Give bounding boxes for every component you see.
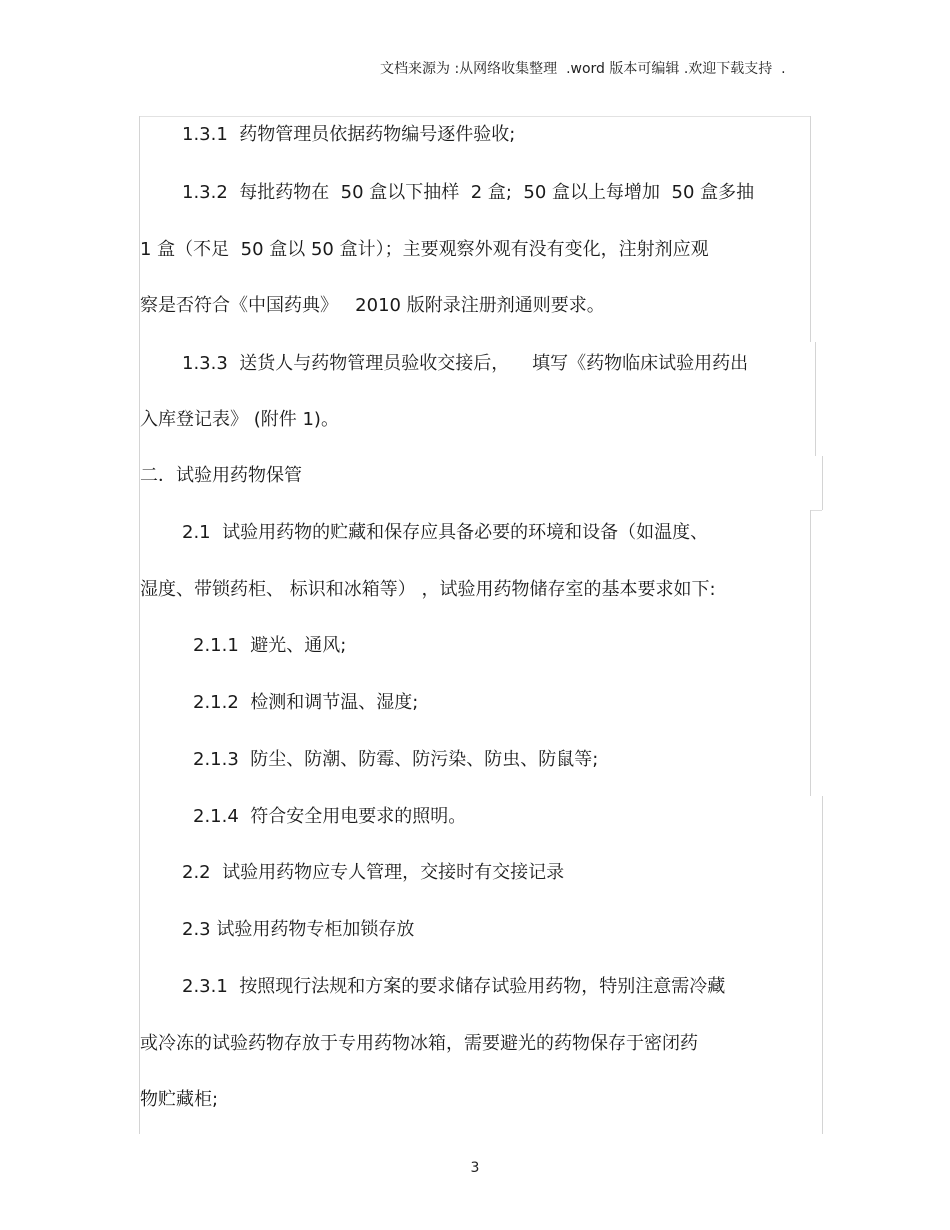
page-frame-right-segment-2 (815, 342, 816, 456)
paragraph-2-1-line-1: 2.1 试验用药物的贮藏和保存应具备必要的环境和设备（如温度、 (182, 522, 709, 543)
paragraph-2-3-1-line-3: 物贮藏柜; (140, 1089, 219, 1110)
paragraph-1-3-2-line-1: 1.3.2 每批药物在 50 盒以下抽样 2 盒; 50 盒以上每增加 50 盒多抽 (182, 182, 755, 203)
section-heading-2: 二．试验用药物保管 (140, 465, 302, 486)
paragraph-1-3-1: 1.3.1 药物管理员依据药物编号逐件验收; (182, 124, 516, 145)
paragraph-2-1-1: 2.1.1 避光、通风; (193, 635, 347, 656)
paragraph-1-3-2-line-3: 察是否符合《中国药典》 2010 版附录注册剂通则要求。 (140, 295, 605, 316)
paragraph-2-1-3: 2.1.3 防尘、防潮、防霉、防污染、防虫、防鼠等; (193, 749, 599, 770)
paragraph-2-1-4: 2.1.4 符合安全用电要求的照明。 (193, 806, 467, 827)
page-frame-right-segment-5 (822, 796, 823, 1134)
paragraph-2-3: 2.3 试验用药物专柜加锁存放 (182, 919, 415, 940)
paragraph-2-3-1-line-1: 2.3.1 按照现行法规和方案的要求储存试验用药物，特别注意需冷藏 (182, 976, 726, 997)
page-frame-right-segment-1 (810, 116, 811, 342)
page-frame-right-segment-3 (822, 456, 823, 510)
paragraph-1-3-3-line-1: 1.3.3 送货人与药物管理员验收交接后， 填写《药物临床试验用药出 (182, 353, 749, 374)
paragraph-2-3-1-line-2: 或冷冻的试验药物存放于专用药物冰箱，需要避光的药物保存于密闭药 (140, 1033, 698, 1054)
paragraph-1-3-3-line-2: 入库登记表》 (附件 1)。 (140, 409, 339, 430)
page-frame-top (139, 116, 810, 117)
paragraph-2-1-2: 2.1.2 检测和调节温、湿度; (193, 692, 419, 713)
page-number: 3 (470, 1160, 480, 1176)
paragraph-2-1-line-2: 湿度、带锁药柜、 标识和冰箱等） ，试验用药物储存室的基本要求如下: (140, 579, 716, 600)
page-frame-right-segment-4 (810, 510, 811, 796)
page-frame-left (139, 116, 140, 1134)
paragraph-1-3-2-line-2: 1 盒（不足 50 盒以 50 盒计）；主要观察外观有没有变化，注射剂应观 (140, 239, 709, 260)
document-source-header: 文档来源为 :从网络收集整理 .word 版本可编辑 .欢迎下载支持 . (380, 61, 786, 77)
page-frame-notch (810, 510, 822, 511)
paragraph-2-2: 2.2 试验用药物应专人管理，交接时有交接记录 (182, 862, 565, 883)
